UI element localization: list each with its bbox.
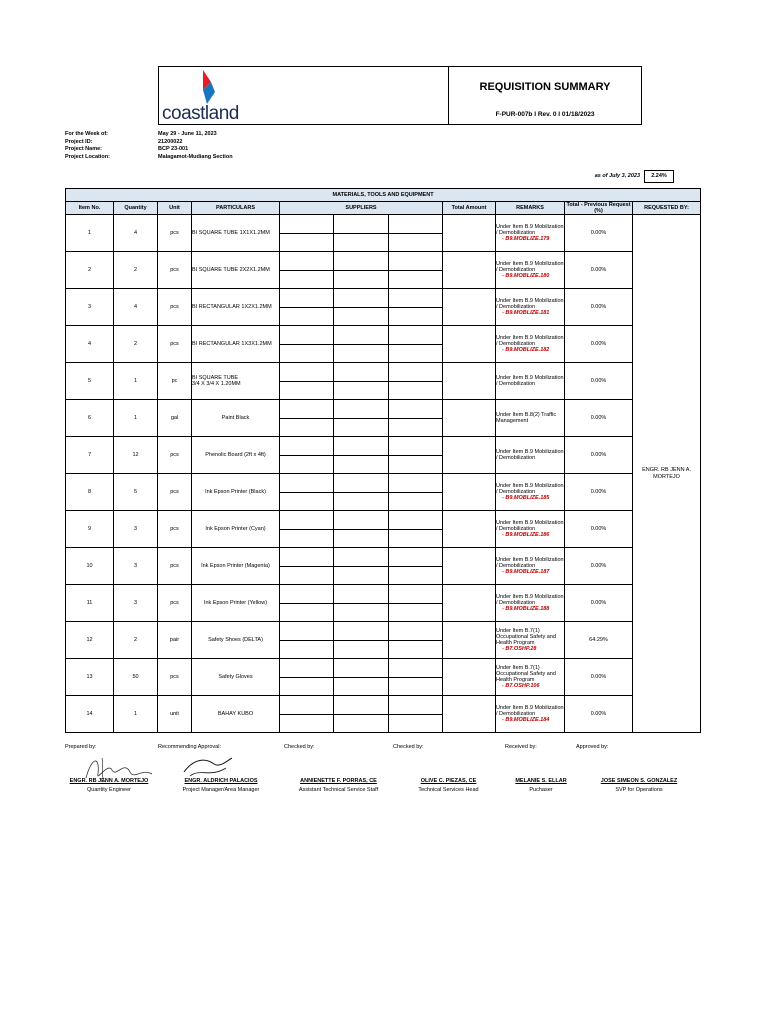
cell-unit: pcs: [158, 585, 192, 622]
cell-quantity: 3: [114, 585, 158, 622]
particulars-line1: Paint Black: [221, 415, 250, 421]
cell-suppliers: [280, 437, 443, 474]
cell-total-prev: 0.00%: [565, 696, 633, 733]
remark-code: - B9.MOBLIZE.187: [502, 569, 550, 575]
signatory-title: Project Manager/Area Manager: [182, 787, 260, 793]
cell-item-no: 7: [66, 437, 114, 474]
cell-total-prev: 0.00%: [565, 511, 633, 548]
cell-remarks: [496, 548, 565, 585]
cell-remarks: [496, 474, 565, 511]
col-requested-by: REQUESTED BY:: [633, 202, 701, 215]
cell-unit: pair: [158, 622, 192, 659]
group-header: MATERIALS, TOOLS AND EQUIPMENT: [66, 189, 701, 202]
remark-code: - B7.OSHP.28: [502, 646, 537, 652]
cell-suppliers: [280, 696, 443, 733]
remark-code: - B7.OSHP.106: [502, 683, 540, 689]
cell-suppliers: [280, 400, 443, 437]
cell-particulars: [192, 400, 280, 437]
cell-unit: pcs: [158, 289, 192, 326]
cell-quantity: 2: [114, 622, 158, 659]
remark-text: Under Item B.9 Mobilization / Demobilization: [496, 483, 564, 495]
signatory-title: SVP for Operations: [615, 787, 663, 793]
cell-item-no: 8: [66, 474, 114, 511]
cell-suppliers: [280, 622, 443, 659]
col-remarks: REMARKS: [496, 202, 565, 215]
company-logo-text: coastland: [162, 103, 239, 124]
signatory-name: ANNIENETTE F. PORRAS, CE: [300, 778, 377, 784]
table-row: [66, 659, 701, 696]
cell-total-prev: 0.00%: [565, 474, 633, 511]
cell-total-prev: 0.00%: [565, 289, 633, 326]
signatory-name: MELANIE S. ELLAR: [515, 778, 567, 784]
cell-total-prev: 0.00%: [565, 659, 633, 696]
cell-suppliers: [280, 252, 443, 289]
remark-text: Under Item B.9 Mobilization / Demobilization: [496, 449, 564, 461]
table-row: [66, 511, 701, 548]
remark-code: - B9.MOBLIZE.185: [502, 495, 550, 501]
cell-particulars: [192, 289, 280, 326]
cell-particulars: [192, 252, 280, 289]
remark-code: - B9.MOBLIZE.188: [502, 606, 550, 612]
signatory-name: ENGR. ALDRICH PALACIOS: [184, 778, 258, 784]
cell-total-amount: [443, 659, 496, 696]
remark-code: - B9.MOBLIZE.184: [502, 717, 550, 723]
cell-item-no: 10: [66, 548, 114, 585]
remark-code: - B9.MOBLIZE.179: [502, 236, 550, 242]
cell-quantity: 4: [114, 289, 158, 326]
cell-quantity: 1: [114, 363, 158, 400]
remark-text: Under Item B.9 Mobilization / Demobilization: [496, 520, 564, 532]
checked-by-label-1: Checked by:: [284, 744, 315, 750]
cell-remarks: [496, 363, 565, 400]
signatory-name: ENGR. RB JENN A. MORTEJO: [69, 778, 149, 784]
table-row: [66, 215, 701, 252]
col-suppliers: SUPPLIERS: [280, 202, 443, 215]
table-row: [66, 437, 701, 474]
signatory-name: JOSE SIMEON S. GONZALEZ: [600, 778, 678, 784]
table-row: [66, 474, 701, 511]
col-total-amount: Total Amount: [443, 202, 496, 215]
signature-palacios-icon: [180, 754, 236, 780]
col-item-no: Item No.: [66, 202, 114, 215]
cell-suppliers: [280, 548, 443, 585]
cell-total-prev: 0.00%: [565, 326, 633, 363]
remark-text: Under Item B.7(1) Occupational Safety and Health Program: [496, 628, 556, 646]
remark-code: - B9.MOBLIZE.182: [502, 347, 550, 353]
table-row: [66, 326, 701, 363]
particulars-line1: Ink Epson Printer (Yellow): [203, 600, 268, 606]
info-labels: [65, 131, 110, 162]
table-row: [66, 622, 701, 659]
cell-suppliers: [280, 585, 443, 622]
cell-remarks: [496, 585, 565, 622]
cell-total-amount: [443, 400, 496, 437]
cell-unit: unit: [158, 696, 192, 733]
table-row: [66, 585, 701, 622]
remark-text: Under Item B.9 Mobilization / Demobilization: [496, 298, 564, 310]
cell-particulars: [192, 659, 280, 696]
cell-item-no: 13: [66, 659, 114, 696]
cell-total-prev: 0.00%: [565, 252, 633, 289]
cell-total-amount: [443, 474, 496, 511]
cell-total-amount: [443, 511, 496, 548]
remark-code: - B9.MOBLIZE.180: [502, 273, 550, 279]
cell-total-amount: [443, 215, 496, 252]
cell-remarks: [496, 437, 565, 474]
table-row: [66, 363, 701, 400]
cell-total-amount: [443, 622, 496, 659]
cell-total-amount: [443, 548, 496, 585]
cell-particulars: [192, 696, 280, 733]
overall-percentage: 2.24%: [644, 170, 674, 183]
particulars-line1: Safety Gloves: [218, 674, 253, 680]
project-location-label: Project Location:: [65, 154, 110, 161]
cell-quantity: 1: [114, 400, 158, 437]
remark-text: Under Item B.9 Mobilization / Demobilization: [496, 375, 564, 387]
particulars-line1: BI RECTANGULAR 1X3X1.2MM: [192, 341, 272, 347]
signatory-title: Assistant Technical Service Staff: [298, 787, 379, 793]
cell-item-no: 4: [66, 326, 114, 363]
cell-unit: pcs: [158, 252, 192, 289]
cell-unit: pcs: [158, 659, 192, 696]
cell-unit: pcs: [158, 511, 192, 548]
cell-total-amount: [443, 326, 496, 363]
cell-total-amount: [443, 289, 496, 326]
cell-particulars: [192, 511, 280, 548]
document-title: REQUISITION SUMMARY: [479, 81, 611, 93]
remark-code: - B9.MOBLIZE.181: [502, 310, 550, 316]
cell-total-amount: [443, 585, 496, 622]
cell-unit: pc: [158, 363, 192, 400]
cell-unit: pcs: [158, 326, 192, 363]
cell-total-amount: [443, 437, 496, 474]
cell-remarks: [496, 326, 565, 363]
cell-item-no: 6: [66, 400, 114, 437]
cell-total-amount: [443, 696, 496, 733]
cell-item-no: 14: [66, 696, 114, 733]
remark-text: Under Item B.8(2) Traffic Management: [496, 412, 557, 424]
cell-quantity: 2: [114, 326, 158, 363]
cell-unit: pcs: [158, 474, 192, 511]
signatory-title: Technical Services Head: [418, 787, 479, 793]
particulars-line2: 3/4 X 3/4 X 1.20MM: [192, 381, 241, 387]
table-row: [66, 289, 701, 326]
cell-remarks: [496, 622, 565, 659]
particulars-line1: Ink Epson Printer (Magenta): [201, 563, 270, 569]
cell-total-amount: [443, 252, 496, 289]
cell-unit: gal: [158, 400, 192, 437]
cell-particulars: [192, 585, 280, 622]
col-unit: Unit: [158, 202, 192, 215]
cell-total-prev: 64.29%: [565, 622, 633, 659]
remark-text: Under Item B.9 Mobilization / Demobilization: [496, 705, 564, 717]
cell-remarks: [496, 696, 565, 733]
remark-text: Under Item B.9 Mobilization / Demobilization: [496, 594, 564, 606]
cell-unit: pcs: [158, 215, 192, 252]
requisition-table: [65, 188, 701, 733]
project-name-label: Project Name:: [65, 146, 102, 153]
signatory-title: Puchaser: [529, 787, 553, 793]
cell-particulars: [192, 215, 280, 252]
table-row: [66, 696, 701, 733]
project-id-label: Project ID:: [65, 138, 93, 145]
cell-particulars: [192, 474, 280, 511]
remark-text: Under Item B.7(1) Occupational Safety and Health Program: [496, 665, 556, 683]
week-value: May 29 - June 11, 2023: [158, 131, 217, 137]
particulars-line1: BI SQUARE TUBE 2X2X1.2MM: [192, 267, 270, 273]
week-label: For the Week of:: [65, 131, 108, 137]
cell-quantity: 12: [114, 437, 158, 474]
particulars-line1: Ink Epson Printer (Black): [205, 489, 266, 495]
cell-remarks: [496, 511, 565, 548]
project-location-value: Malagamot-Mudiang Section: [158, 154, 233, 161]
info-values: [158, 131, 233, 162]
cell-quantity: 50: [114, 659, 158, 696]
cell-quantity: 3: [114, 511, 158, 548]
cell-item-no: 12: [66, 622, 114, 659]
cell-suppliers: [280, 215, 443, 252]
cell-suppliers: [280, 326, 443, 363]
approved-by-label: Approved by:: [576, 744, 609, 750]
remark-text: Under Item B.9 Mobilization / Demobilization: [496, 557, 564, 569]
cell-item-no: 3: [66, 289, 114, 326]
cell-remarks: [496, 400, 565, 437]
cell-unit: pcs: [158, 437, 192, 474]
remark-text: Under Item B.9 Mobilization / Demobilization: [496, 224, 564, 236]
coastland-logo-icon: [189, 70, 219, 104]
cell-suppliers: [280, 363, 443, 400]
cell-total-prev: 0.00%: [565, 215, 633, 252]
project-id-value: 21200022: [158, 138, 183, 145]
cell-quantity: 3: [114, 548, 158, 585]
cell-total-prev: 0.00%: [565, 548, 633, 585]
particulars-line1: Safety Shoes (DELTA): [208, 637, 263, 643]
cell-particulars: [192, 363, 280, 400]
cell-particulars: [192, 548, 280, 585]
as-of-date: as of July 3, 2023: [594, 173, 640, 179]
col-quantity: Quantity: [114, 202, 158, 215]
document-code: F-PUR-007b I Rev. 0 I 01/18/2023: [495, 111, 595, 118]
cell-quantity: 4: [114, 215, 158, 252]
cell-item-no: 1: [66, 215, 114, 252]
cell-unit: pcs: [158, 548, 192, 585]
cell-total-prev: 0.00%: [565, 585, 633, 622]
col-particulars: PARTICULARS: [192, 202, 280, 215]
particulars-line1: BI SQUARE TUBE: [192, 375, 239, 381]
cell-suppliers: [280, 474, 443, 511]
cell-suppliers: [280, 289, 443, 326]
cell-remarks: [496, 289, 565, 326]
particulars-line1: BI SQUARE TUBE 1X1X1.2MM: [192, 230, 270, 236]
cell-quantity: 1: [114, 696, 158, 733]
cell-total-prev: 0.00%: [565, 363, 633, 400]
document-header: [158, 66, 642, 125]
signatory-title: Quantity Engineer: [86, 787, 132, 793]
particulars-line1: Ink Epson Printer (Cyan): [205, 526, 266, 532]
received-by-label: Received by:: [505, 744, 537, 750]
particulars-line1: Phenolic Board (2ft x 4ft): [205, 452, 266, 458]
cell-remarks: [496, 215, 565, 252]
cell-remarks: [496, 659, 565, 696]
cell-particulars: [192, 622, 280, 659]
cell-particulars: [192, 437, 280, 474]
particulars-line1: BAHAY KUBO: [217, 711, 254, 717]
col-total-prev: Total - Previous Request (%): [566, 202, 631, 214]
cell-item-no: 9: [66, 511, 114, 548]
cell-quantity: 2: [114, 252, 158, 289]
cell-item-no: 11: [66, 585, 114, 622]
table-row: [66, 400, 701, 437]
cell-total-prev: 0.00%: [565, 400, 633, 437]
particulars-line1: BI RECTANGULAR 1X2X1.2MM: [192, 304, 272, 310]
remark-code: - B9.MOBLIZE.186: [502, 532, 550, 538]
cell-item-no: 2: [66, 252, 114, 289]
recommending-label: Recommending Approval:: [158, 744, 221, 750]
remark-text: Under Item B.9 Mobilization / Demobilization: [496, 335, 564, 347]
cell-suppliers: [280, 511, 443, 548]
cell-quantity: 5: [114, 474, 158, 511]
cell-total-prev: 0.00%: [565, 437, 633, 474]
project-name-value: BCP 23-001: [158, 146, 189, 153]
remark-text: Under Item B.9 Mobilization / Demobilization: [496, 261, 564, 273]
cell-requested-by: ENGR. RB JENN A. MORTEJO: [633, 215, 701, 733]
table-row: [66, 548, 701, 585]
cell-remarks: [496, 252, 565, 289]
signatory-name: OLIVE C. PIEZAS, CE: [420, 778, 477, 784]
cell-item-no: 5: [66, 363, 114, 400]
cell-total-amount: [443, 363, 496, 400]
prepared-by-label: Prepared by:: [65, 744, 97, 750]
cell-suppliers: [280, 659, 443, 696]
table-row: [66, 252, 701, 289]
checked-by-label-2: Checked by:: [393, 744, 424, 750]
cell-particulars: [192, 326, 280, 363]
